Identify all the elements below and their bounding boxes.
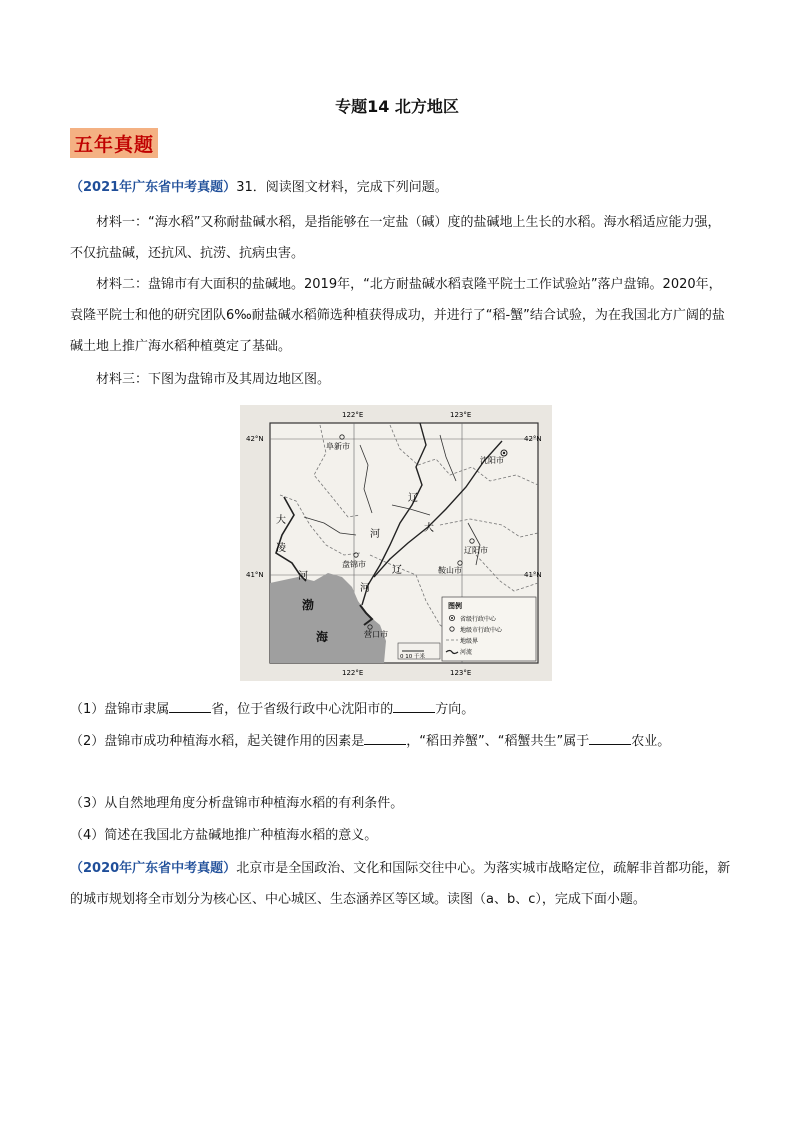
q2-part-c: 农业。 [631,734,671,749]
liao-char-2: 河 [370,529,380,540]
daling-char-2: 凌 [276,543,286,554]
question-1 [70,694,732,725]
q1-blank-2[interactable] [393,698,435,713]
city-label-panjin: 盘锦市 [342,560,366,569]
panjin-map [240,405,552,681]
daliao-char-2: 辽 [392,565,402,576]
lon-label-top-123: 123°E [450,411,472,419]
question-2020 [70,853,732,915]
lat-label-left-41: 41°N [246,571,264,579]
question-3: （3）从自然地理角度分析盘锦市种植海水稻的有利条件。 [70,796,404,811]
legend-title: 图例 [448,602,462,610]
question-2021-intro [70,172,732,203]
material-three: 材料三：下图为盘锦市及其周边地区图。 [96,372,331,387]
lat-label-left-42: 42°N [246,435,264,443]
lon-label-bottom-123: 123°E [450,669,472,677]
city-label-yingkou: 营口市 [364,630,388,639]
daling-char-1: 大 [276,515,286,526]
legend-item-provincial: 省级行政中心 [460,616,497,623]
map-svg [240,405,552,681]
legend-item-prefecture: 地级市行政中心 [460,627,503,634]
daling-char-3: 河 [298,571,308,582]
q2-part-a: （2）盘锦市成功种植海水稻，起关键作用的因素是 [70,734,365,749]
city-label-liaoyang: 辽阳市 [464,546,488,555]
city-label-fuxin: 阜新市 [326,442,350,451]
intro-text: 31．阅读图文材料，完成下列问题。 [236,180,448,195]
legend-item-river: 河流 [460,649,473,656]
q1-blank-1[interactable] [169,698,211,713]
q1-part-a: （1）盘锦市隶属 [70,702,170,717]
lat-label-right-41: 41°N [524,571,542,579]
lon-label-top-122: 122°E [342,411,364,419]
liao-char-1: 辽 [408,493,418,504]
legend-marker-provincial-dot [451,617,453,619]
q1-part-c: 方向。 [435,702,475,717]
daliao-char-1: 大 [424,523,434,534]
q2-blank-2[interactable] [589,730,631,745]
material-two: 材料二：盘锦市有大面积的盐碱地。2019年，“北方耐盐碱水稻袁隆平院士工作试验站”落户盘锦。2020年，袁隆平院士和他的研究团队6‰耐盐碱水稻筛选种植获得成功，并进行了“稻-蟹”结合试验，为在我国北方广阔的盐碱土地上推广海水稻种植奠定了基础。 [70,277,725,354]
question-2020-text: 北京市是全国政治、文化和国际交往中心。为落实城市战略定位，疏解非首都功能，新的城市规划将全市划分为核心区、中心城区、生态涵养区等区域。读图（a、b、c），完成下面小题。 [70,861,731,907]
daliao-char-3: 河 [360,583,370,594]
section-badge: 五年真题 [70,128,158,158]
q2-part-b: ，“稻田养蟹”、“稻蟹共生”属于 [406,734,590,749]
question-2 [70,726,732,757]
question-4: （4）简述在我国北方盐碱地推广种植海水稻的意义。 [70,828,378,843]
q1-part-b: 省，位于省级行政中心沈阳市的 [211,702,394,717]
q2-blank-1[interactable] [364,730,406,745]
lon-label-bottom-122: 122°E [342,669,364,677]
source-label-2020: （2020年广东省中考真题） [70,861,237,876]
source-label: （2021年广东省中考真题） [70,180,237,195]
sea-char-2: 海 [316,630,329,644]
lat-label-right-42: 42°N [524,435,542,443]
city-marker-shenyang-dot [503,452,505,454]
page-title: 专题14 北方地区 [335,97,459,116]
city-label-shenyang: 沈阳市 [480,456,504,465]
city-label-anshan: 鞍山市 [438,566,462,575]
material-one: 材料一：“海水稻”又称耐盐碱水稻，是指能够在一定盐（碱）度的盐碱地上生长的水稻。海水稻适应能力强，不仅抗盐碱，还抗风、抗涝、抗病虫害。 [70,215,721,261]
legend-item-boundary: 地级界 [460,638,479,645]
sea-char-1: 渤 [302,598,315,612]
scale-label: 0 10 千米 [400,654,425,660]
